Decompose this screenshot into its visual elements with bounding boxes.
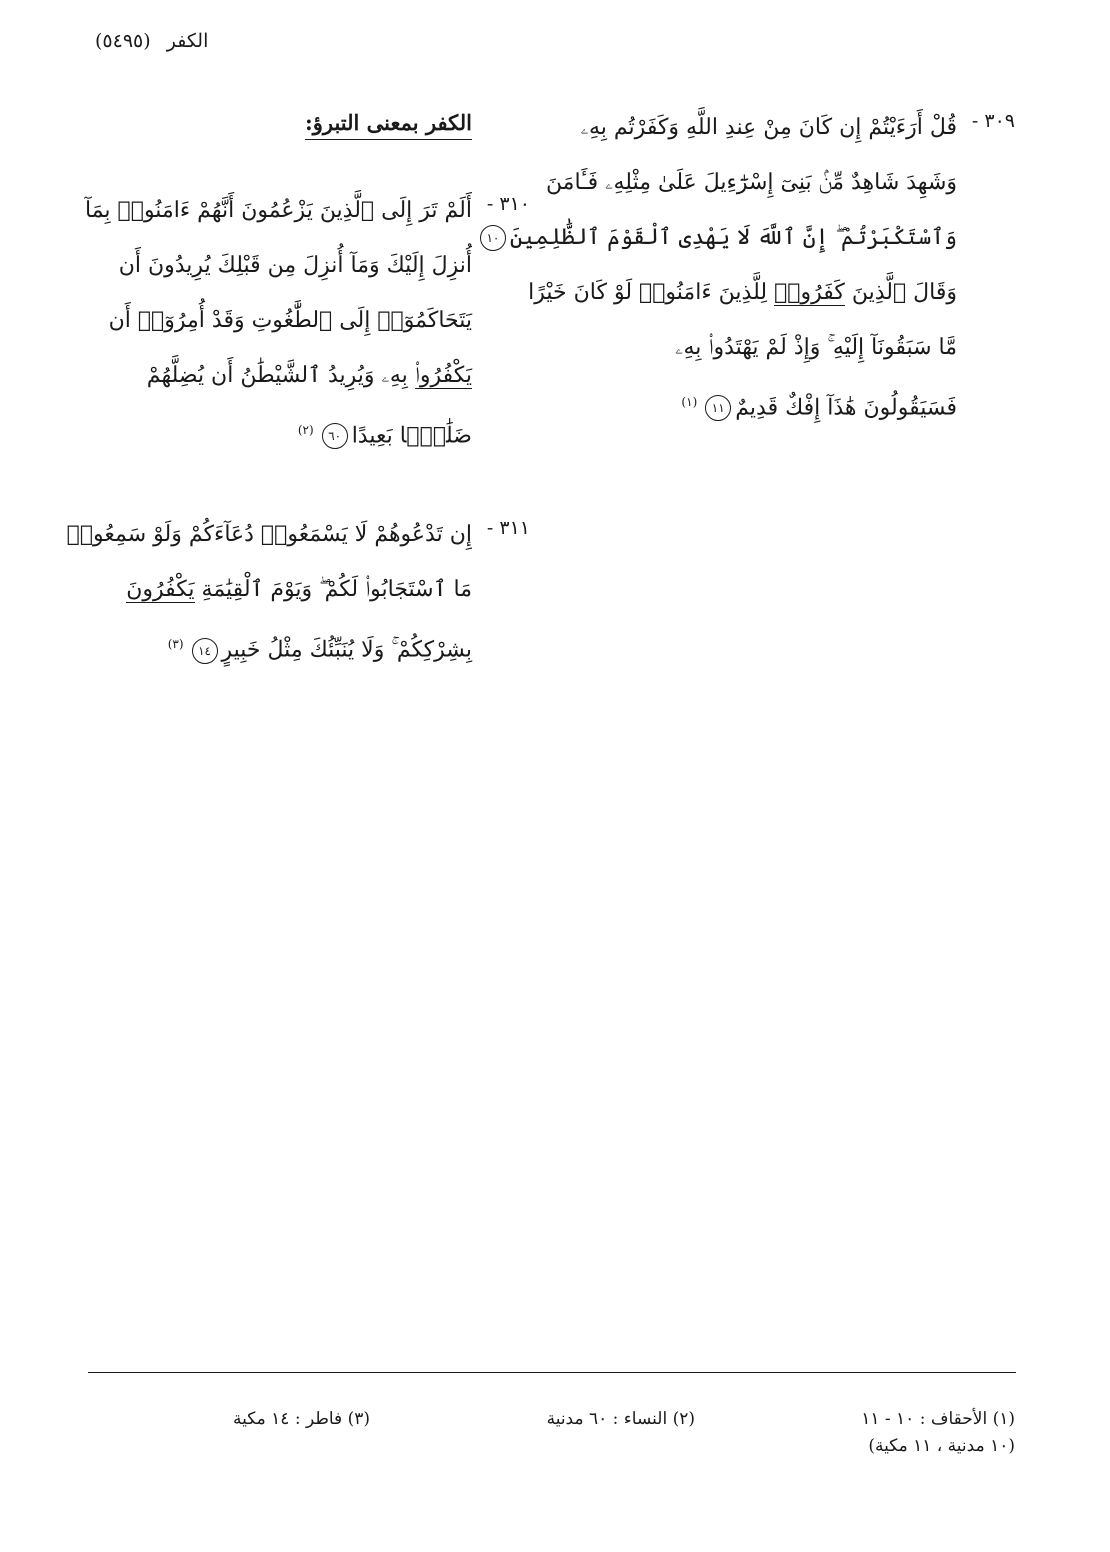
section-title — [90, 110, 530, 135]
quran-verse — [85, 183, 472, 463]
running-head-title: الكفر — [166, 30, 209, 52]
footnote-text: (١) الأحقاف : ١٠ - ١١ — [861, 1409, 1015, 1429]
quran-verse — [476, 100, 957, 435]
verse-text: بِشِرْكِكُمْ ۚ وَلَا يُنَبِّئُكَ مِثْلُ خَبِيرٍ — [221, 637, 472, 663]
verse-text: فَسَيَقُولُونَ هَٰذَآ إِفْكٌ قَدِيمٌ — [735, 395, 957, 421]
verse-text: مَا ٱسْتَجَابُوا۟ لَكُمْ ۖ وَيَوْمَ ٱلْقِيَٰمَةِ — [201, 577, 472, 603]
footnote-reference: (٣) — [167, 637, 184, 652]
verse-text: لِلَّذِينَ ءَامَنُوا۟ لَوْ كَانَ خَيْرًا — [528, 280, 768, 305]
footnote-1 — [861, 1406, 1015, 1460]
verse-line: يَتَحَاكَمُوٓا۟ إِلَى ٱلطَّٰغُوتِ وَقَدْ أُمِرُوٓا۟ أَن — [108, 308, 472, 333]
verse-line — [67, 562, 472, 617]
footnote-2 — [547, 1406, 695, 1433]
verse-line — [85, 348, 472, 403]
entry-number: ٣٠٩ - — [971, 110, 1015, 132]
verse-line: قُلْ أَرَءَيْتُمْ إِن كَانَ مِنْ عِندِ اللَّهِ وَكَفَرْتُم بِهِۦ — [580, 115, 957, 140]
ayah-number-marker: ١٠ — [480, 225, 506, 251]
entry-number: ٣١١ - — [486, 517, 530, 540]
underlined-keyword: يَكْفُرُوا۟ — [414, 363, 472, 388]
underlined-keyword: يَكْفُرُونَ — [126, 577, 195, 603]
page-header — [95, 30, 208, 52]
verse-line — [67, 617, 472, 677]
page-number: (٥٤٩٥) — [95, 30, 151, 52]
verse-text: ضَلَٰلًۢا بَعِيدًا — [351, 423, 472, 449]
footnote-text: (٢) النساء : ٦٠ مدنية — [546, 1409, 695, 1429]
footnote-text: (١٠ مدنية ، ١١ مكية) — [868, 1436, 1015, 1456]
entry-311 — [66, 507, 530, 677]
footnote-3 — [233, 1406, 370, 1433]
entry-310 — [85, 183, 530, 463]
section-title-text: الكفر بمعنى التبرؤ: — [305, 110, 472, 140]
verse-line: أُنزِلَ إِلَيْكَ وَمَآ أُنزِلَ مِن قَبْلِكَ يُرِيدُونَ أَن — [118, 253, 472, 278]
ayah-number-marker: ٦٠ — [322, 423, 348, 449]
footnote-text: (٣) فاطر : ١٤ مكية — [233, 1409, 370, 1429]
left-column — [66, 110, 530, 722]
quran-verse — [67, 507, 472, 677]
verse-line — [476, 265, 957, 320]
footnote-reference: (١) — [681, 395, 698, 409]
verse-line — [476, 210, 957, 265]
ayah-number-marker: ١١ — [705, 395, 731, 421]
verse-line: مَّا سَبَقُونَآ إِلَيْهِ ۚ وَإِذْ لَمْ يَهْتَدُوا۟ بِهِۦ — [675, 335, 957, 360]
verse-text: بِهِۦ وَيُرِيدُ ٱلشَّيْطَٰنُ أَن يُضِلَّهُمْ — [146, 363, 408, 388]
footnote-reference: (٢) — [297, 423, 314, 437]
entry-number: ٣١٠ - — [486, 193, 530, 215]
verse-text: وَقَالَ ٱلَّذِينَ — [851, 280, 957, 305]
verse-line: إِن تَدْعُوهُمْ لَا يَسْمَعُوا۟ دُعَآءَكُمْ وَلَوْ سَمِعُوا۟ — [66, 522, 472, 548]
footnote-separator-rule — [88, 1372, 1016, 1373]
verse-line: وَشَهِدَ شَاهِدٌ مِّنۢ بَنِىٓ إِسْرَٰٓءِيلَ عَلَىٰ مِثْلِهِۦ فَـَٔامَنَ — [545, 170, 957, 195]
verse-text: وَٱسْتَكْبَرْتُمْ ۖ إِنَّ ٱللَّهَ لَا يَهْدِى ٱلْقَوْمَ ٱلظَّٰلِمِينَ — [509, 225, 957, 250]
underlined-keyword: كَفَرُوا۟ — [774, 280, 845, 305]
verse-line: أَلَمْ تَرَ إِلَى ٱلَّذِينَ يَزْعُمُونَ أَنَّهُمْ ءَامَنُوا۟ بِمَآ — [85, 198, 472, 223]
verse-line — [476, 375, 957, 435]
ayah-number-marker: ١٤ — [192, 638, 218, 664]
verse-line — [85, 403, 472, 463]
